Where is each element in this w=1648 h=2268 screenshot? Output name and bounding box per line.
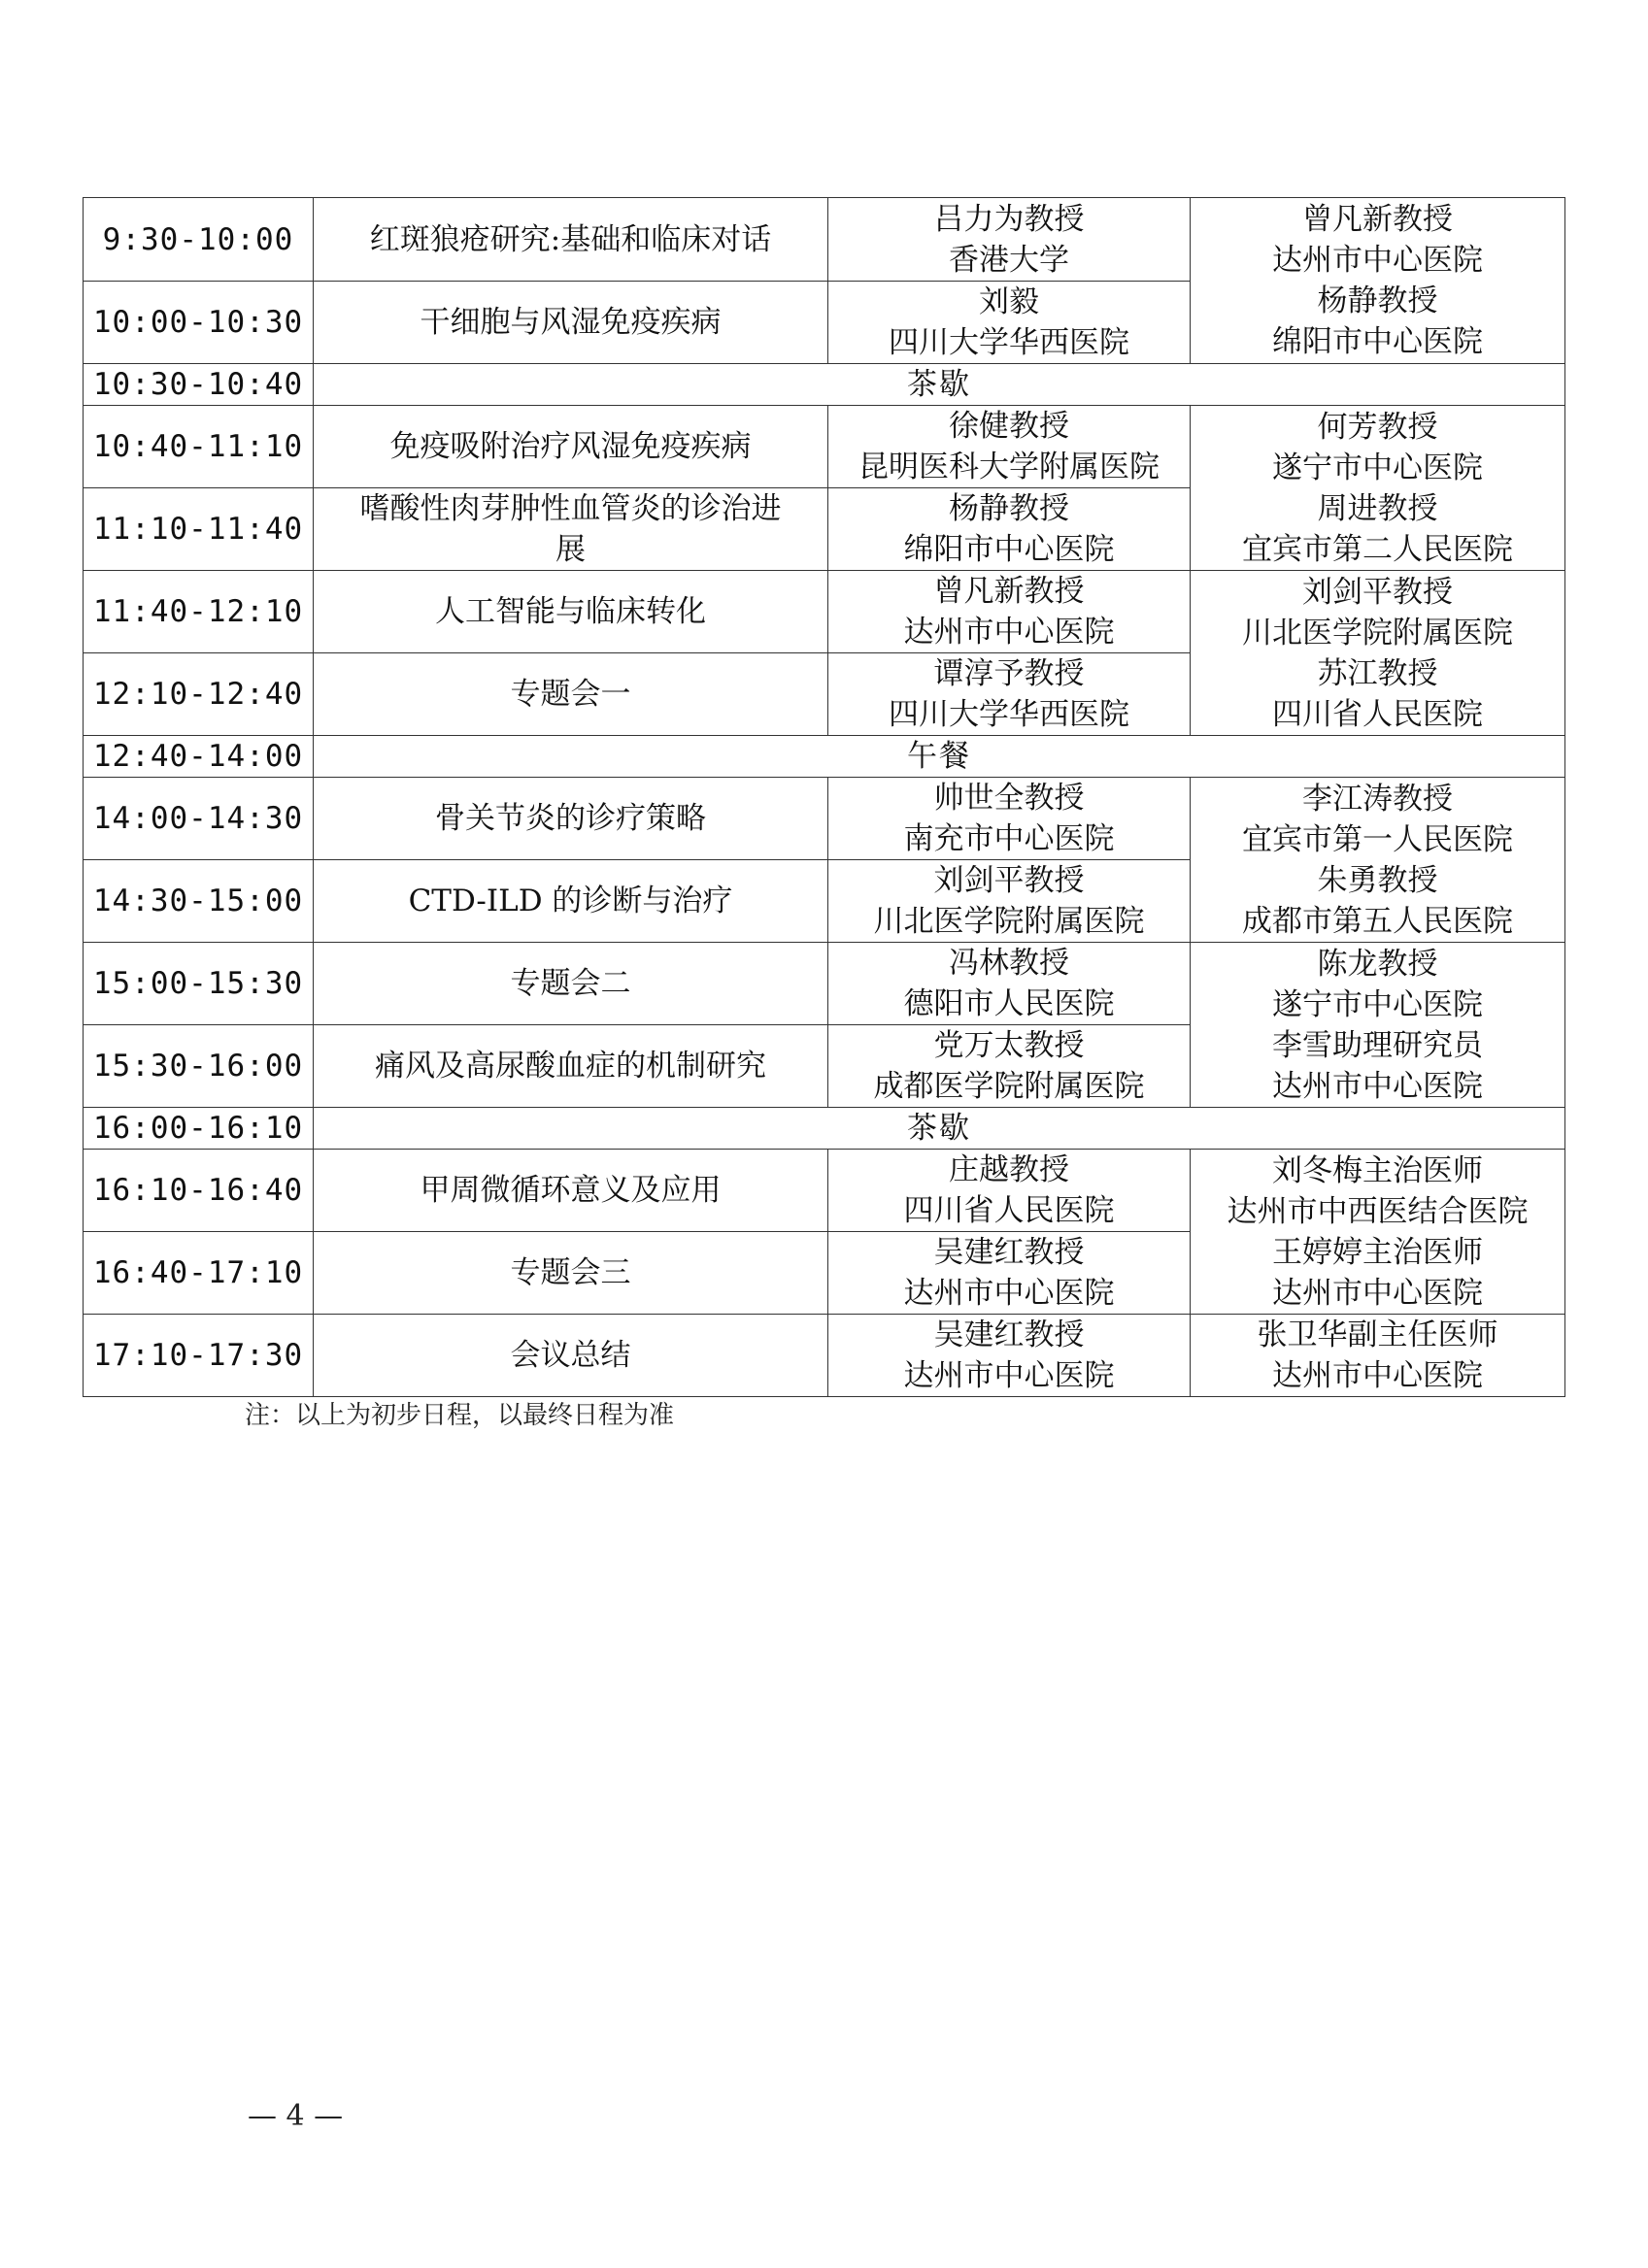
session-speaker (828, 943, 1191, 1025)
session-time: 15:00-15:30 (84, 943, 314, 1025)
speaker-org: 香港大学 (949, 242, 1069, 278)
table-row (84, 364, 1565, 406)
page-number: — 4 — (248, 2099, 344, 2133)
speaker-org: 达州市中心医院 (903, 615, 1115, 650)
chair-name: 何芳教授 (1317, 409, 1438, 445)
table-row (84, 571, 1565, 653)
session-speaker (828, 1025, 1191, 1108)
speaker-name: 党万太教授 (933, 1028, 1085, 1063)
session-time: 17:10-17:30 (84, 1315, 314, 1397)
session-topic: 甲周微循环意义及应用 (314, 1150, 828, 1232)
table-row (84, 406, 1565, 488)
session-topic: 骨关节炎的诊疗策略 (314, 778, 828, 860)
session-topic: 专题会一 (314, 653, 828, 736)
table-row (84, 736, 1565, 778)
chair-name: 周进教授 (1317, 490, 1438, 526)
topic-line: 嗜酸性肉芽肿性血管炎的诊治进 (359, 491, 782, 526)
speaker-name: 刘毅 (979, 284, 1039, 319)
chair-org: 遂宁市中心医院 (1272, 450, 1483, 485)
chair-name: 李雪助理研究员 (1272, 1027, 1483, 1063)
chair-name: 李江涛教授 (1302, 781, 1453, 817)
session-time: 11:10-11:40 (84, 488, 314, 571)
break-label: 午餐 (314, 736, 1565, 778)
speaker-name: 徐健教授 (949, 409, 1069, 444)
session-speaker (828, 282, 1191, 364)
session-speaker (828, 1232, 1191, 1315)
session-chairs (1191, 778, 1565, 943)
session-chairs (1191, 943, 1565, 1108)
session-speaker (828, 653, 1191, 736)
session-time: 15:30-16:00 (84, 1025, 314, 1108)
chair-org: 遂宁市中心医院 (1272, 986, 1483, 1022)
speaker-name: 吕力为教授 (933, 201, 1085, 237)
chair-org: 达州市中西医结合医院 (1227, 1193, 1529, 1229)
session-speaker (828, 198, 1191, 282)
chair-org: 四川省人民医院 (1272, 696, 1483, 732)
session-speaker (828, 1150, 1191, 1232)
speaker-org: 川北医学院附属医院 (873, 904, 1145, 939)
speaker-org: 德阳市人民医院 (903, 986, 1115, 1021)
session-speaker (828, 488, 1191, 571)
speaker-org: 四川大学华西医院 (889, 697, 1129, 732)
chair-org: 达州市中心医院 (1272, 1068, 1483, 1104)
chair-name: 曾凡新教授 (1302, 202, 1453, 237)
session-topic: 人工智能与临床转化 (314, 571, 828, 653)
session-chairs (1191, 406, 1565, 571)
session-topic: 免疫吸附治疗风湿免疫疾病 (314, 406, 828, 488)
break-label: 茶歇 (314, 364, 1565, 406)
break-time: 16:00-16:10 (84, 1108, 314, 1150)
table-row (84, 198, 1565, 282)
speaker-name: 吴建红教授 (933, 1317, 1085, 1352)
speaker-org: 成都医学院附属医院 (873, 1069, 1145, 1104)
session-time: 9:30-10:00 (84, 198, 314, 282)
speaker-org: 绵阳市中心医院 (903, 532, 1115, 567)
speaker-name: 曾凡新教授 (933, 574, 1085, 609)
chair-name: 刘冬梅主治医师 (1272, 1152, 1483, 1188)
chair-org: 川北医学院附属医院 (1242, 615, 1513, 650)
session-time: 12:10-12:40 (84, 653, 314, 736)
speaker-name: 刘剑平教授 (933, 863, 1085, 898)
session-time: 10:40-11:10 (84, 406, 314, 488)
table-row (84, 943, 1565, 1025)
session-time: 16:10-16:40 (84, 1150, 314, 1232)
speaker-name: 帅世全教授 (933, 781, 1085, 816)
session-topic: 干细胞与风湿免疫疾病 (314, 282, 828, 364)
table-row (84, 778, 1565, 860)
session-time: 14:30-15:00 (84, 860, 314, 943)
session-topic: 红斑狼疮研究:基础和临床对话 (314, 198, 828, 282)
speaker-name: 吴建红教授 (933, 1235, 1085, 1270)
session-topic: CTD-ILD 的诊断与治疗 (314, 860, 828, 943)
speaker-org: 南充市中心医院 (903, 821, 1115, 856)
chair-org: 达州市中心医院 (1272, 243, 1483, 278)
speaker-name: 杨静教授 (949, 491, 1069, 526)
session-topic: 痛风及高尿酸血症的机制研究 (314, 1025, 828, 1108)
speaker-name: 冯林教授 (949, 946, 1069, 981)
speaker-org: 达州市中心医院 (903, 1358, 1115, 1393)
speaker-org: 达州市中心医院 (903, 1276, 1115, 1311)
schedule-table (83, 197, 1565, 1397)
chair-org: 成都市第五人民医院 (1242, 903, 1513, 939)
session-chairs (1191, 1150, 1565, 1315)
chair-name: 王婷婷主治医师 (1272, 1234, 1483, 1270)
speaker-org: 昆明医科大学附属医院 (858, 450, 1160, 484)
session-topic: 专题会三 (314, 1232, 828, 1315)
chair-org: 宜宾市第二人民医院 (1242, 531, 1513, 567)
table-row (84, 1150, 1565, 1232)
speaker-org: 四川省人民医院 (903, 1193, 1115, 1228)
break-time: 10:30-10:40 (84, 364, 314, 406)
topic-line: 展 (555, 532, 586, 567)
schedule-note: 注：以上为初步日程，以最终日程为准 (245, 1401, 675, 1430)
chair-name: 杨静教授 (1317, 284, 1438, 318)
speaker-name: 庄越教授 (949, 1152, 1069, 1187)
break-time: 12:40-14:00 (84, 736, 314, 778)
chair-name: 陈龙教授 (1317, 946, 1438, 982)
session-speaker (828, 1315, 1191, 1397)
chair-name: 张卫华副主任医师 (1257, 1317, 1498, 1352)
chair-name: 朱勇教授 (1317, 862, 1438, 898)
chair-org: 宜宾市第一人民医院 (1242, 821, 1513, 857)
session-topic: 专题会二 (314, 943, 828, 1025)
session-speaker (828, 860, 1191, 943)
chair-org: 达州市中心医院 (1272, 1358, 1483, 1393)
session-time: 16:40-17:10 (84, 1232, 314, 1315)
session-chairs (1191, 198, 1565, 364)
session-chairs (1191, 571, 1565, 736)
speaker-name: 谭淳予教授 (933, 656, 1085, 691)
session-topic: 会议总结 (314, 1315, 828, 1397)
session-speaker (828, 406, 1191, 488)
session-speaker (828, 571, 1191, 653)
session-time: 14:00-14:30 (84, 778, 314, 860)
session-speaker (828, 778, 1191, 860)
chair-name: 刘剑平教授 (1302, 574, 1453, 610)
table-row (84, 1315, 1565, 1397)
chair-name: 苏江教授 (1317, 655, 1438, 691)
chair-org: 绵阳市中心医院 (1272, 324, 1483, 359)
session-time: 11:40-12:10 (84, 571, 314, 653)
session-chairs (1191, 1315, 1565, 1397)
table-row (84, 1108, 1565, 1150)
chair-org: 达州市中心医院 (1272, 1275, 1483, 1311)
break-label: 茶歇 (314, 1108, 1565, 1150)
session-time: 10:00-10:30 (84, 282, 314, 364)
session-topic (314, 488, 828, 571)
speaker-org: 四川大学华西医院 (889, 325, 1129, 360)
